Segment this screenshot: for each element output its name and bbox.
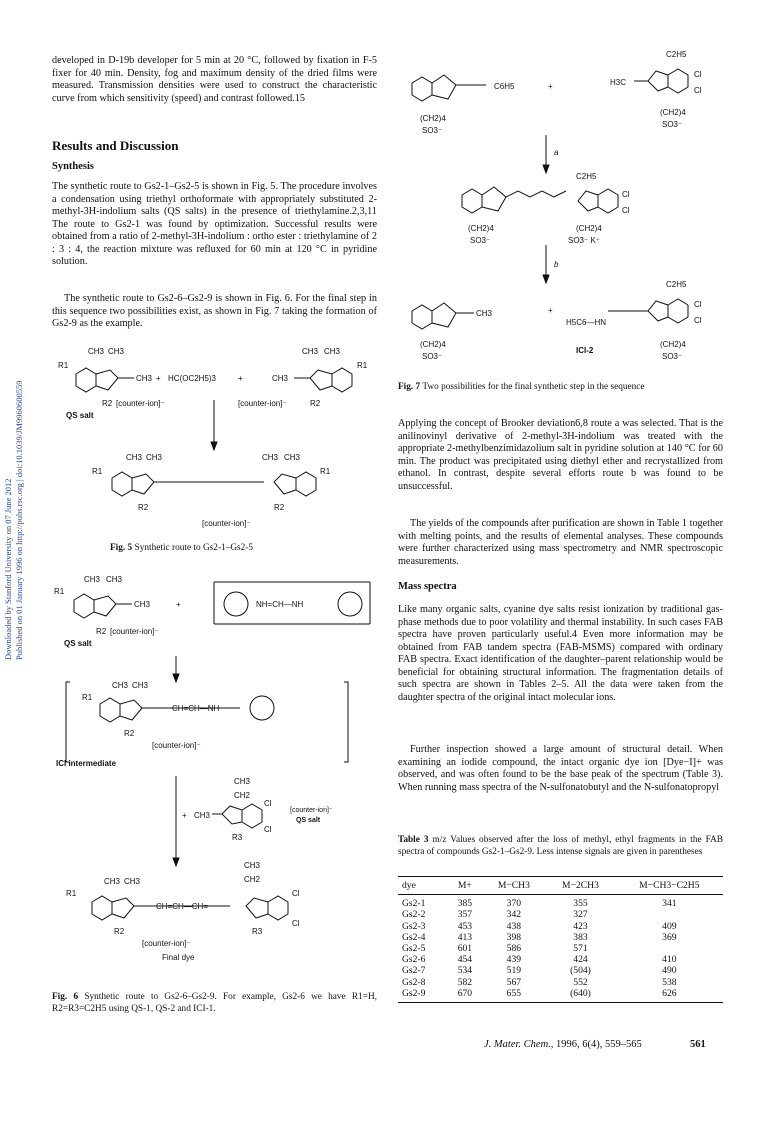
value-cell: 409 bbox=[662, 920, 677, 932]
table-row bbox=[398, 943, 723, 954]
table-row bbox=[398, 977, 723, 988]
table3-body bbox=[398, 895, 723, 1003]
value-cell: 670 bbox=[457, 987, 473, 999]
phenyl-ring-left bbox=[224, 592, 248, 616]
cl-label: Cl bbox=[622, 190, 630, 199]
ch3-label: CH3 bbox=[134, 600, 151, 609]
r3-label: R3 bbox=[232, 833, 243, 842]
ch2-label: CH2 bbox=[244, 875, 261, 884]
table-row bbox=[398, 954, 723, 965]
brooker-paragraph: Applying the concept of Brooker deviation6,8 route a was selected. That is the anilinovinyl derivative of 2-methyl-3H-indolium was treated with the appropriate 2-methylbenzimidazolium salt in pyridine solution at 140 °C for 60 min. The product was precipitated using diethyl ether and recrystallized from ethanol. In contrast, despite several efforts route b was found to be unsuccessful. bbox=[398, 418, 723, 492]
dye-cell: Gs2-3 bbox=[402, 920, 426, 932]
value-cell: 552 bbox=[573, 976, 588, 988]
plus-sign: + bbox=[548, 82, 553, 91]
table-row bbox=[398, 895, 723, 910]
value-cell: 453 bbox=[457, 920, 473, 932]
table3-caption bbox=[398, 835, 723, 858]
value-cell: 490 bbox=[662, 965, 677, 977]
r2-label: R2 bbox=[124, 729, 135, 738]
ch3-label: CH3 bbox=[234, 777, 251, 786]
table-row bbox=[398, 988, 723, 1003]
r2-label: R2 bbox=[114, 927, 125, 936]
qs-salt-label: QS salt bbox=[64, 639, 92, 648]
r1-label: R1 bbox=[357, 361, 368, 370]
cl-label: Cl bbox=[622, 206, 630, 215]
ch2-4-label: (CH2)4 bbox=[660, 108, 686, 117]
r2-label: R2 bbox=[274, 503, 285, 512]
dye-cell: Gs2-8 bbox=[402, 976, 426, 988]
r2-label: R2 bbox=[138, 503, 149, 512]
mass-spectra-paragraph-1: Like many organic salts, cyanine dye salts resist ionization by traditional gas-phase methods due to poor volatility and thermal instability. In such cases FAB spectra have proven particularly useful.4 Even more information may be obtained from FAB tandem spectra (FAB-MSMS) compared with ordinary FAB spectra. Exact identification of the daughter–parent relationship would be beneficial for obtaining structural information. The fragmentation details of such spectra are shown in Tables 2–5. All the data were taken from the daughter spectra of the original intact molecular ions. bbox=[398, 604, 723, 703]
so3k-label: SO3⁻ K⁺ bbox=[568, 236, 601, 245]
counter-ion-label: [counter-ion]⁻ bbox=[152, 741, 201, 750]
fig5-scheme bbox=[52, 338, 377, 553]
table-header-row bbox=[398, 877, 723, 895]
table-row bbox=[398, 932, 723, 943]
value-cell: 571 bbox=[573, 943, 588, 955]
counter-ion-label: [counter-ion]⁻ bbox=[202, 519, 251, 528]
dye-cell: Gs2-1 bbox=[402, 898, 426, 910]
col-header-m-2ch3: M−2CH3 bbox=[562, 880, 599, 891]
table3-caption-label: Table 3 bbox=[398, 835, 429, 845]
intro-paragraph: developed in D-19b developer for 5 min at 20 °C, followed by fixation in F-5 fixer for 40 min. Density, fog and maximum density of the dried films were measured. Transmission densities were used to construct the characteristic curve from which sensitivity (speed) and contrast followed.15 bbox=[52, 55, 377, 104]
value-cell: 369 bbox=[662, 931, 677, 943]
ch2-4-label: (CH2)4 bbox=[420, 340, 446, 349]
fig7-caption bbox=[398, 382, 723, 394]
col-header-dye: dye bbox=[402, 880, 416, 891]
benzene-ring-right bbox=[332, 368, 352, 392]
fig6-caption bbox=[52, 992, 377, 1015]
value-cell: 519 bbox=[506, 965, 522, 977]
counter-ion-label: [counter-ion]⁻ bbox=[116, 399, 165, 408]
ch3-label: CH3 bbox=[136, 374, 153, 383]
ch3-label: CH3 bbox=[262, 453, 279, 462]
fig5-caption bbox=[110, 543, 370, 555]
c2h5-label: C2H5 bbox=[666, 50, 687, 59]
value-cell: 423 bbox=[573, 920, 588, 932]
plus-sign: + bbox=[548, 306, 553, 315]
value-cell: 413 bbox=[457, 931, 473, 943]
yields-paragraph: The yields of the compounds after purification are shown in Table 1 together with melting points, and the results of elemental analyses. These compounds were further characterized using mass spectrometry and NMR spectroscopic measurements. bbox=[398, 518, 723, 567]
so3-label: SO3⁻ bbox=[662, 120, 683, 129]
ch3-label: CH3 bbox=[272, 374, 289, 383]
ch3-label: CH3 bbox=[108, 347, 125, 356]
value-cell: 370 bbox=[506, 898, 522, 910]
ch3-label: CH3 bbox=[302, 347, 319, 356]
fig6-caption-text: Synthetic route to Gs2-6–Gs2-9. For example, Gs2-6 we have R1=H, R2=R3=C2H5 using QS-1, QS-2 and ICI-1. bbox=[52, 992, 377, 1014]
r2-label: R2 bbox=[102, 399, 113, 408]
counter-ion-label: [counter-ion]⁻ bbox=[110, 627, 159, 636]
table3 bbox=[398, 876, 723, 1003]
phenyl-ring-right bbox=[338, 592, 362, 616]
h3c-label: H3C bbox=[610, 78, 627, 87]
fig7-scheme bbox=[398, 45, 723, 370]
ici2-label: ICI-2 bbox=[576, 346, 594, 355]
ch3-label: CH3 bbox=[194, 811, 211, 820]
ch3-label: CH3 bbox=[88, 347, 105, 356]
c2h5-label: C2H5 bbox=[666, 280, 687, 289]
final-chain-label: CH=CH—CH= bbox=[156, 902, 209, 911]
dye-cell: Gs2-5 bbox=[402, 943, 426, 955]
value-cell: 534 bbox=[457, 965, 473, 977]
value-cell: 410 bbox=[662, 954, 677, 966]
cl-label: Cl bbox=[264, 799, 272, 808]
ch3-label: CH3 bbox=[476, 309, 493, 318]
ch2-4-label: (CH2)4 bbox=[468, 224, 494, 233]
ch3-label: CH3 bbox=[244, 861, 261, 870]
mass-spectra-paragraph-2: Further inspection showed a large amount of structural detail. When examining an iodide compound, the intact organic dye ion [Dye−I]+ was observed, and was often found to be the base peak of the spectrum (Table 3). When running mass spectra of the N-sulfonatobutyl and the N-sulfonatopropyl bbox=[398, 744, 723, 793]
ch3-label: CH3 bbox=[106, 575, 123, 584]
h5c6hn-label: H5C6—HN bbox=[566, 318, 607, 327]
page-number: 561 bbox=[690, 1039, 706, 1050]
route-a-label: a bbox=[554, 148, 559, 157]
cl-label: Cl bbox=[292, 889, 300, 898]
value-cell: 567 bbox=[506, 976, 522, 988]
fig7-caption-label: Fig. 7 bbox=[398, 382, 421, 392]
value-cell: 582 bbox=[457, 976, 473, 988]
fig7-caption-text: Two possibilities for the final synthetic step in the sequence bbox=[422, 382, 645, 392]
r1-label: R1 bbox=[320, 467, 331, 476]
col-header-m-plus: M+ bbox=[457, 880, 472, 891]
r1-label: R1 bbox=[92, 467, 103, 476]
value-cell: 655 bbox=[506, 987, 522, 999]
value-cell: 341 bbox=[662, 898, 677, 910]
r3-label: R3 bbox=[252, 927, 263, 936]
r1-label: R1 bbox=[82, 693, 93, 702]
col-header-m-ch3: M−CH3 bbox=[497, 880, 530, 891]
value-cell: (640) bbox=[570, 987, 591, 999]
ch3-label: CH3 bbox=[126, 453, 143, 462]
r2-label: R2 bbox=[96, 627, 107, 636]
value-cell: 626 bbox=[662, 987, 677, 999]
value-cell: 357 bbox=[457, 909, 473, 921]
so3-label: SO3⁻ bbox=[422, 352, 443, 361]
so3-label: SO3⁻ bbox=[662, 352, 683, 361]
ch3-label: CH3 bbox=[104, 877, 121, 886]
sidebar-download-line: Downloaded by Stanford University on 07 June 2012 bbox=[3, 478, 13, 660]
cl-label: Cl bbox=[694, 86, 702, 95]
value-cell: 342 bbox=[506, 909, 522, 921]
fig6-scheme bbox=[52, 572, 377, 1007]
plus-sign: + bbox=[182, 811, 187, 820]
ici-chain-label: CH=CH—NH bbox=[172, 704, 220, 713]
value-cell: 327 bbox=[573, 909, 588, 921]
dye-cell: Gs2-9 bbox=[402, 987, 426, 999]
synthesis-heading: Synthesis bbox=[52, 161, 95, 172]
cl-label: Cl bbox=[694, 70, 702, 79]
counter-ion-label: [counter-ion]⁻ bbox=[238, 399, 287, 408]
dye-cell: Gs2-7 bbox=[402, 965, 426, 977]
qs-salt-label: QS salt bbox=[296, 817, 321, 824]
qs-salt-label: QS salt bbox=[66, 411, 94, 420]
c6h5-label: C6H5 bbox=[494, 82, 515, 91]
r1-label: R1 bbox=[66, 889, 77, 898]
dye-cell: Gs2-4 bbox=[402, 931, 426, 943]
value-cell: 355 bbox=[573, 898, 588, 910]
value-cell: 383 bbox=[573, 931, 588, 943]
ch3-label: CH3 bbox=[84, 575, 101, 584]
cl-label: Cl bbox=[292, 919, 300, 928]
ch3-label: CH3 bbox=[284, 453, 301, 462]
value-cell bbox=[616, 943, 723, 954]
ch2-4-label: (CH2)4 bbox=[420, 114, 446, 123]
r2-label: R2 bbox=[310, 399, 321, 408]
cl-label: Cl bbox=[264, 825, 272, 834]
dye-cell: Gs2-2 bbox=[402, 909, 426, 921]
mass-spectra-heading: Mass spectra bbox=[398, 581, 457, 592]
so3-label: SO3⁻ bbox=[470, 236, 491, 245]
counter-ion-label: [counter-ion]⁻ bbox=[142, 939, 191, 948]
counter-ion-label: [counter-ion]⁻ bbox=[290, 807, 333, 814]
fig6-caption-label: Fig. 6 bbox=[52, 992, 79, 1002]
table-row bbox=[398, 909, 723, 920]
value-cell: 439 bbox=[506, 954, 522, 966]
ch3-label: CH3 bbox=[112, 681, 129, 690]
cl-label: Cl bbox=[694, 300, 702, 309]
final-dye-label: Final dye bbox=[162, 953, 195, 962]
fig5-caption-label: Fig. 5 bbox=[110, 543, 133, 553]
ch2-4-label: (CH2)4 bbox=[576, 224, 602, 233]
results-heading: Results and Discussion bbox=[52, 138, 179, 153]
plus-sign: + bbox=[176, 600, 181, 609]
c2h5-label: C2H5 bbox=[576, 172, 597, 181]
synthesis-paragraph-2: The synthetic route to Gs2-6–Gs2-9 is shown in Fig. 6. For the final step in this sequence two possibilities exist, as shown in Fig. 7 taking the formation of Gs2-9 as the example. bbox=[52, 293, 377, 329]
r1-label: R1 bbox=[54, 587, 65, 596]
value-cell: 424 bbox=[573, 954, 588, 966]
col-header-m-ch3-c2h5: M−CH3−C2H5 bbox=[639, 880, 700, 891]
ici-intermediate-label: ICI intermediate bbox=[56, 759, 117, 768]
journal-citation bbox=[484, 1039, 642, 1050]
reagent-label: HC(OC2H5)3 bbox=[168, 374, 217, 383]
value-cell: 601 bbox=[457, 943, 473, 955]
route-b-label: b bbox=[554, 260, 559, 269]
aniline-chain-label: NH=CH—NH bbox=[256, 600, 304, 609]
ch3-label: CH3 bbox=[132, 681, 149, 690]
sidebar-published-line: Published on 01 January 1996 on http://pubs.rsc.org | doi:10.1039/JM9960600559 bbox=[14, 380, 24, 660]
value-cell: 586 bbox=[506, 943, 522, 955]
value-cell: 454 bbox=[457, 954, 473, 966]
journal-name: J. Mater. Chem., bbox=[484, 1039, 554, 1050]
cl-label: Cl bbox=[694, 316, 702, 325]
dye-cell: Gs2-6 bbox=[402, 954, 426, 966]
value-cell bbox=[616, 909, 723, 920]
benzene-ring-left bbox=[76, 368, 96, 392]
plus-sign: + bbox=[238, 374, 243, 383]
ch2-4-label: (CH2)4 bbox=[660, 340, 686, 349]
value-cell: 398 bbox=[506, 931, 522, 943]
ch3-label: CH3 bbox=[146, 453, 163, 462]
so3-label: SO3⁻ bbox=[422, 126, 443, 135]
r1-label: R1 bbox=[58, 361, 69, 370]
value-cell: 538 bbox=[662, 976, 677, 988]
table3-caption-text: m/z Values observed after the loss of methyl, ethyl fragments in the FAB spectra of compounds Gs2-1–Gs2-9. Less intense signals are given in parentheses bbox=[398, 835, 723, 857]
value-cell: (504) bbox=[570, 965, 591, 977]
ch3-label: CH3 bbox=[324, 347, 341, 356]
synthesis-paragraph-1: The synthetic route to Gs2-1–Gs2-5 is shown in Fig. 5. The procedure involves a condensation using triethyl orthoformate with appropriately substituted 2-methyl-3H-indolium salts (QS salts) in the presence of triethylamine.2,3,11 The route to Gs2-1 was found by optimization. Successful results were obtained from a ratio of 2-methyl-3H-indolium : ortho ester : triethylamine of 2 : 3 : 4, the reaction mixture was refluxed for 60 min at 120 °C in pyridine solution. bbox=[52, 181, 377, 267]
ch2-label: CH2 bbox=[234, 791, 251, 800]
download-sidebar bbox=[3, 300, 24, 660]
value-cell: 385 bbox=[457, 898, 473, 910]
table-row bbox=[398, 921, 723, 932]
value-cell: 438 bbox=[506, 920, 522, 932]
fig5-caption-text: Synthetic route to Gs2-1–Gs2-5 bbox=[134, 543, 254, 553]
table-row bbox=[398, 965, 723, 976]
plus-sign: + bbox=[156, 374, 161, 383]
ch3-label: CH3 bbox=[124, 877, 141, 886]
citation-text: 1996, 6(4), 559–565 bbox=[556, 1039, 642, 1050]
